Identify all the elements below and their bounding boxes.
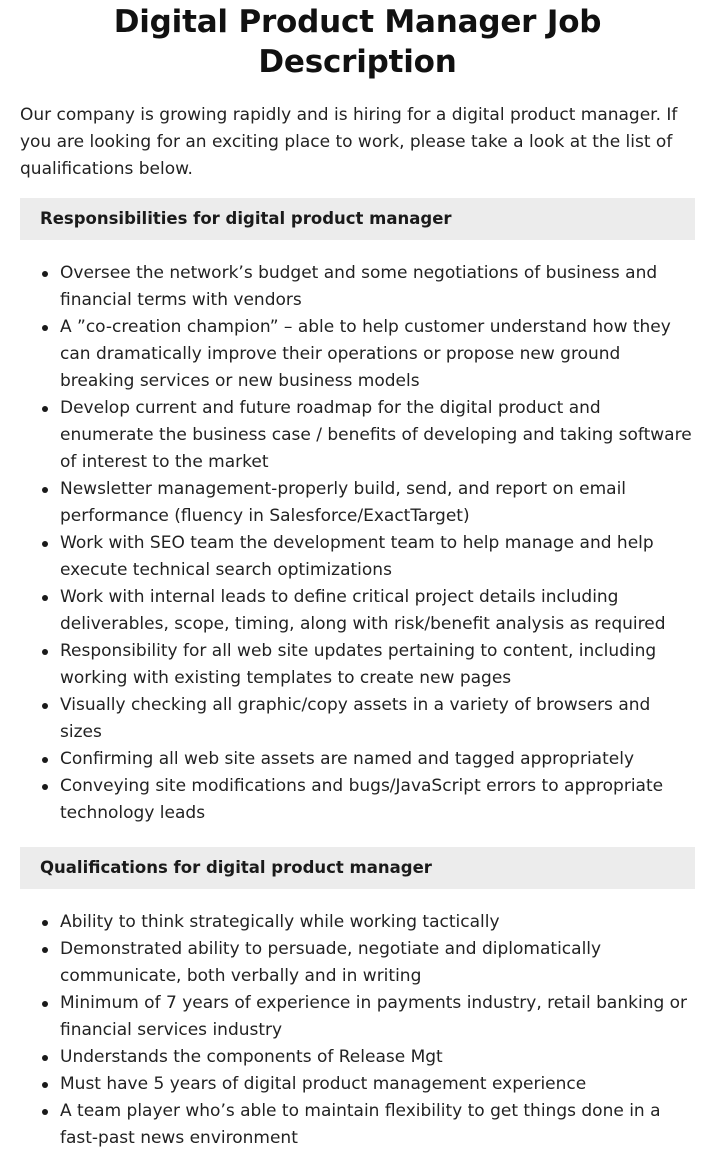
list-item-text: Demonstrated ability to persuade, negotiate and diplomatically communicate, both verbally and in writing bbox=[60, 939, 602, 986]
list-item-text: A ”co-creation champion” – able to help customer understand how they can dramatically improve their operations or propose new ground breaking services or new business models bbox=[60, 317, 671, 391]
list-item bbox=[20, 1098, 695, 1152]
qualifications-list bbox=[20, 909, 695, 1152]
responsibilities-heading: Responsibilities for digital product manager bbox=[20, 198, 695, 240]
bullet-icon bbox=[42, 325, 48, 331]
list-item-text: Newsletter management-properly build, send, and report on email performance (fluency in Salesforce/ExactTarget) bbox=[60, 479, 627, 526]
list-item-text: Responsibility for all web site updates pertaining to content, including working with existing templates to create new pages bbox=[60, 641, 657, 688]
bullet-icon bbox=[42, 541, 48, 547]
list-item bbox=[20, 1071, 695, 1098]
list-item bbox=[20, 773, 695, 827]
bullet-icon bbox=[42, 406, 48, 412]
list-item-text: Understands the components of Release Mgt bbox=[60, 1047, 443, 1067]
page-title: Digital Product Manager Job Description bbox=[113, 4, 602, 80]
list-item-text: Develop current and future roadmap for the digital product and enumerate the business case / benefits of developing and taking software of interest to the market bbox=[60, 398, 692, 472]
list-item-text: Must have 5 years of digital product management experience bbox=[60, 1074, 587, 1094]
list-item bbox=[20, 260, 695, 314]
bullet-icon bbox=[42, 1055, 48, 1061]
list-item-text: Confirming all web site assets are named and tagged appropriately bbox=[60, 749, 634, 769]
list-item-text: Ability to think strategically while working tactically bbox=[60, 912, 500, 932]
bullet-icon bbox=[42, 595, 48, 601]
list-item-text: Work with internal leads to define critical project details including deliverables, scope, timing, along with risk/benefit analysis as required bbox=[60, 587, 666, 634]
bullet-icon bbox=[42, 487, 48, 493]
list-item bbox=[20, 530, 695, 584]
list-item-text: Oversee the network’s budget and some negotiations of business and financial terms with vendors bbox=[60, 263, 658, 310]
bullet-icon bbox=[42, 1001, 48, 1007]
bullet-icon bbox=[42, 1109, 48, 1115]
bullet-icon bbox=[42, 947, 48, 953]
list-item bbox=[20, 1044, 695, 1071]
list-item bbox=[20, 476, 695, 530]
bullet-icon bbox=[42, 784, 48, 790]
list-item bbox=[20, 584, 695, 638]
list-item bbox=[20, 314, 695, 395]
list-item bbox=[20, 936, 695, 990]
bullet-icon bbox=[42, 703, 48, 709]
list-item bbox=[20, 990, 695, 1044]
list-item-text: A team player who’s able to maintain flexibility to get things done in a fast-past news environment bbox=[60, 1101, 661, 1148]
list-item-text: Conveying site modifications and bugs/JavaScript errors to appropriate technology leads bbox=[60, 776, 664, 823]
list-item bbox=[20, 395, 695, 476]
list-item-text: Visually checking all graphic/copy assets in a variety of browsers and sizes bbox=[60, 695, 651, 742]
intro-paragraph: Our company is growing rapidly and is hiring for a digital product manager. If you are looking for an exciting place to work, please take a look at the list of qualifications below. bbox=[20, 105, 678, 179]
list-item bbox=[20, 638, 695, 692]
list-item bbox=[20, 909, 695, 936]
bullet-icon bbox=[42, 649, 48, 655]
qualifications-heading: Qualifications for digital product manager bbox=[20, 847, 695, 889]
list-item bbox=[20, 692, 695, 746]
list-item-text: Work with SEO team the development team to help manage and help execute technical search optimizations bbox=[60, 533, 654, 580]
bullet-icon bbox=[42, 757, 48, 763]
list-item bbox=[20, 746, 695, 773]
bullet-icon bbox=[42, 271, 48, 277]
bullet-icon bbox=[42, 920, 48, 926]
bullet-icon bbox=[42, 1082, 48, 1088]
list-item-text: Minimum of 7 years of experience in payments industry, retail banking or financial services industry bbox=[60, 993, 688, 1040]
responsibilities-list bbox=[20, 260, 695, 827]
